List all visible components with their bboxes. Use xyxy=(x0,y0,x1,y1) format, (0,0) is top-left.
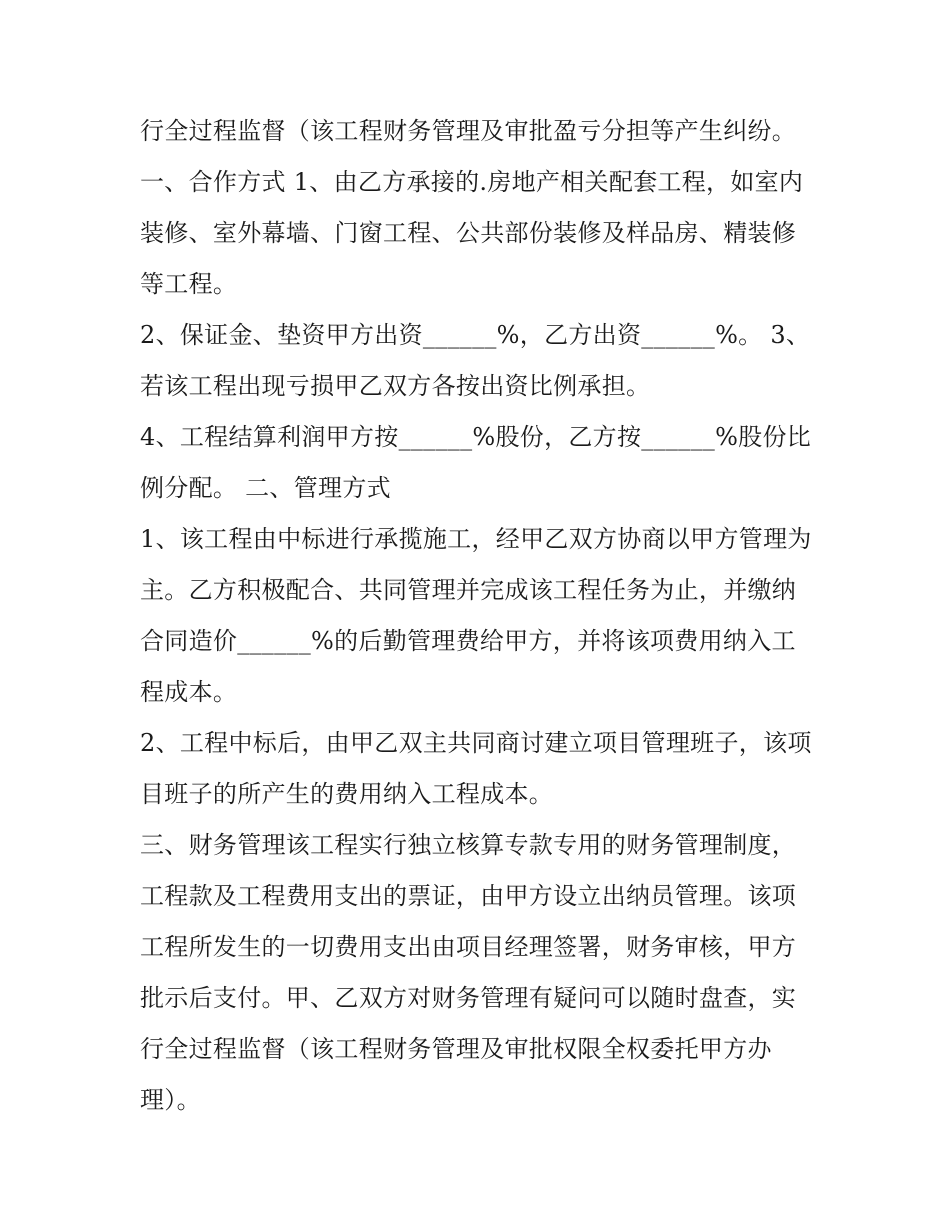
paragraph-financial-management: 三、财务管理该工程实行独立核算专款专用的财务管理制度，工程款及工程费用支出的票证，由甲方设立出纳员管理。该项工程所发生的一切费用支出由项目经理签署，财务审核，甲方批示后支付。甲、乙双方对财务管理有疑问可以随时盘查，实行全过程监督（该工程财务管理及审批权限全权委托甲方办理）。 xyxy=(140,831,797,1114)
paragraph-management-lead: 1、该工程由中标进行承揽施工，经甲乙双方协商以甲方管理为主。乙方积极配合、共同管理并完成该工程任务为止，并缴纳合同造价______%的后勤管理费给甲方，并将该项费用纳入工程成本。 xyxy=(140,525,812,706)
paragraph-project-team: 2、工程中标后，由甲乙双主共同商讨建立项目管理班子，该项目班子的所产生的费用纳入工程成本。 xyxy=(140,729,812,808)
paragraph-deposit-funding: 2、保证金、垫资甲方出资______%，乙方出资______%。 3、若该工程出现亏损甲乙双方各按出资比例承担。 xyxy=(140,321,811,400)
paragraph-profit-distribution: 4、工程结算利润甲方按______%股份，乙方按______%股份比例分配。 二、管理方式 xyxy=(140,423,812,502)
document-body xyxy=(140,106,820,1126)
paragraph-cooperation-method: 一、合作方式 1、由乙方承接的.房地产相关配套工程，如室内装修、室外幕墙、门窗工程、公共部份装修及样品房、精装修等工程。 xyxy=(140,168,804,298)
paragraph-supervision-fragment: 行全过程监督（该工程财务管理及审批盈亏分担等产生纠纷。 xyxy=(140,117,797,145)
